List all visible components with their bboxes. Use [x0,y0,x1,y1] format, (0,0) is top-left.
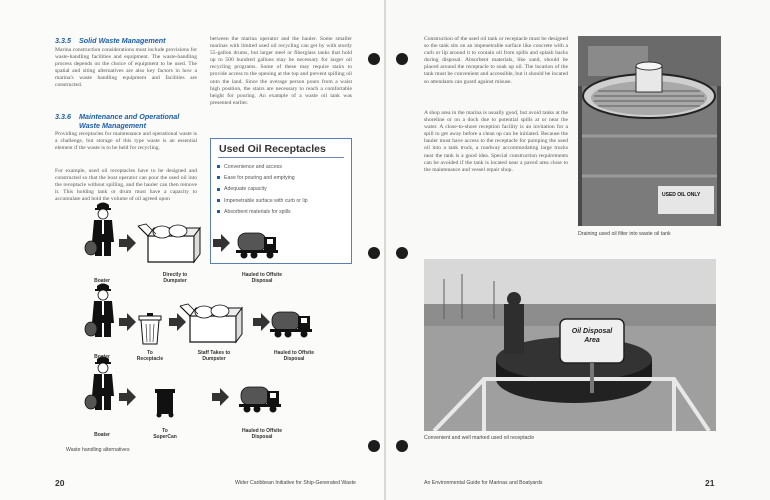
diagram-label-directly-to-dumpster: Directly to Dumpster [162,272,188,284]
page-number: 20 [55,478,65,488]
section-number: 3.3.5 [55,36,71,45]
boater-figure [85,357,114,411]
diagram-label-to-receptacle: To Receptacle [136,350,164,362]
column-two-paragraph: between the marina operator and the hauler. Some smaller marinas with limited used oil recycling can get by with sturdy 55-gallon drums, but larger steel or fiberglass tanks that hold up to 500 hundred gallons may be necessary for larger oil recycling programs. Some of these may require stairs to provide access to the opening at the top and prevent spilling oil onto the land. Since the average person pours from a waist high position, the stairs are necessary to reach a comfortable height for pouring. An example of a waste oil tank was presented earlier. [210,36,352,106]
diagram-label-to-supercan: To SuperCan [153,428,177,440]
diagram-label-boater: Boater [94,432,110,438]
truck-icon [270,312,312,338]
photo-oil-disposal-area [424,259,716,431]
diagram-label-hauled-offsite: Hauled to Offsite Disposal [241,272,282,284]
diagram-caption: Waste handling alternatives [66,447,130,453]
list-item: Absorbent materials for spills [217,207,308,218]
diagram-label-hauled-offsite: Hauled to Offsite Disposal [241,428,282,440]
section-title-line2: Waste Management [79,121,146,130]
oil-drum-label: USED OIL ONLY [662,192,701,198]
dumpster-icon [138,224,200,262]
arrow-icon [119,313,136,331]
truck-icon [236,233,278,259]
section-title-line1: Maintenance and Operational [79,112,180,121]
binder-hole [396,247,408,259]
trash-can-icon [139,313,161,344]
arrow-icon [253,313,270,331]
arrow-icon [169,313,186,331]
page-footer: An Environmental Guide for Marinas and Boatyards [424,480,543,486]
section-title: Solid Waste Management [79,36,166,45]
diagram-label-hauled-offsite: Hauled to Offsite Disposal [273,350,314,362]
arrow-icon [212,388,229,406]
diagram-label-boater: Boater [94,278,110,284]
right-paragraph-1: Construction of the used oil tank or receptacle must be designed so the tank sits on an impenetrable surface like concrete with a curb or lip around it to contain oil from spills and splash backs during disposal. Absorbent materials, like sand, should be placed around the receptacle to soak up oil. The location of the tank must be convenient and accessible, but it should be located so attendants can guard against misuse. [424,36,568,85]
solid-waste-paragraph: Marina construction considerations must include provisions for waste-handling facilities and equipment. The waste-handling process depends on the choice of equipment to be used. The spatial and siting alternatives are also key factors in how a marina's waste handling equipment and facilities are constructed. [55,47,197,89]
arrow-icon [119,388,136,406]
list-item: Ease for pouring and emptying [217,173,308,184]
page-number: 21 [705,478,715,488]
sidebar-title: Used Oil Receptacles [219,143,326,155]
dumpster-icon [180,304,242,342]
boater-figure [85,284,114,338]
boater-figure [85,203,114,257]
diagram-label-staff-to-dumpster: Staff Takes to Dumpster [197,350,231,362]
photo-oil-filter-drain [578,36,721,226]
page-footer: Wider Caribbean Initiative for Ship-Generated Waste [235,480,356,486]
supercan-icon [155,389,175,418]
truck-icon [239,387,281,413]
section-number: 3.3.6 [55,112,71,121]
arrow-icon [119,234,136,252]
list-item: Impenetrable surface with curb or lip [217,196,308,207]
disposal-sign-text: Oil Disposal Area [571,328,613,344]
binder-hole [396,440,408,452]
photo-caption-1: Draining used oil filter into waste oil tank [578,231,671,237]
maintenance-paragraph-1: Providing receptacles for maintenance and operational waste is a challenge, but storage of this type waste is an essential element if the waste is to be held for recycling. [55,131,197,152]
binder-hole [396,53,408,65]
diagram-label-boater: Boater [94,354,110,360]
list-item: Convenience and access [217,162,308,173]
arrow-icon [213,234,230,252]
maintenance-paragraph-2: For example, used oil receptacles have to be designed and constructed so that the boat operator can pour the used oil into the receptacle without spilling, and the hauler can then remove it. This holding tank or drum must have a capacity to accumulate and hold the volume of oil agreed upon [55,168,197,203]
right-paragraph-2: A shop area in the marina is usually good, but avoid tanks at the shoreline or on a dock due to potential spills at or near the water. A close-to-shore reception facility is an invitation for a spill to get away before a clean up can be initiated. Because the hauler must have access to the receptacle for pumping the used oil into a tank truck, a roadway accommodating large trucks near the tank is a good idea. Special construction requirements can be avoided if the tank is located near a paved area close to the maintenance and vessel repair shop. [424,110,568,173]
photo-disposal-image [424,259,716,431]
photo-caption-2: Convenient and well marked used oil receptacle [424,435,535,441]
list-item: Adequate capacity [217,184,308,195]
